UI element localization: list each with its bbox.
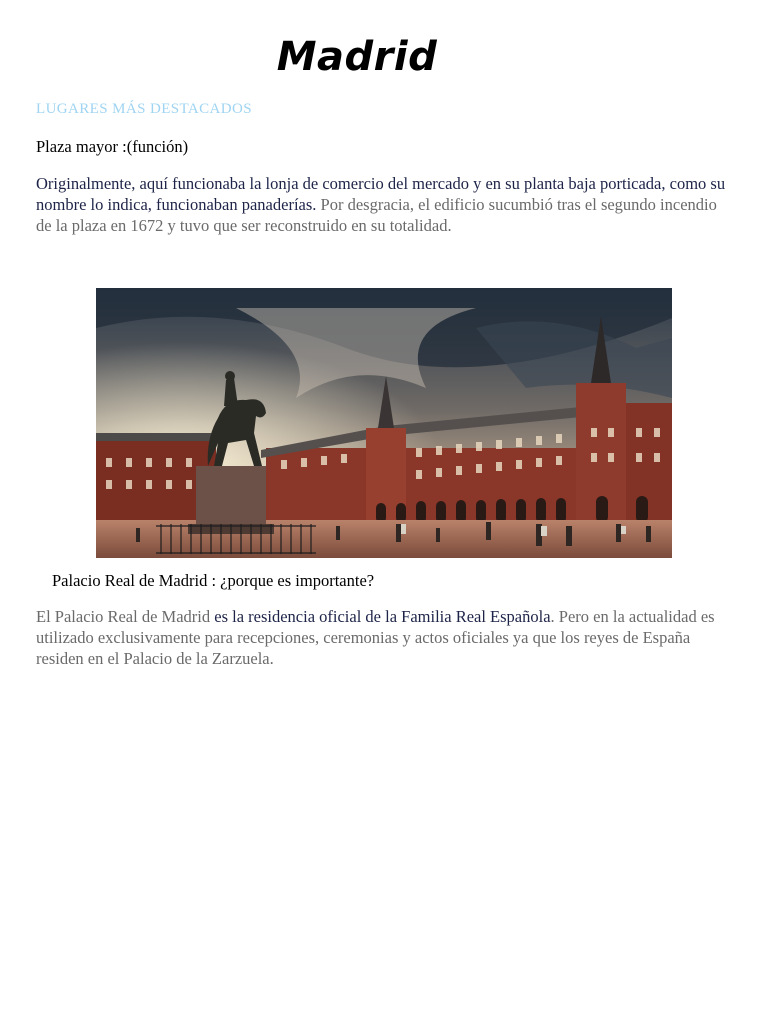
plaza-mayor-photo [96, 288, 672, 558]
palacio-real-label: Palacio Real de Madrid : ¿porque es importante? [52, 571, 375, 590]
palacio-real-start-text: El Palacio Real de Madrid [36, 607, 215, 626]
plaza-mayor-label: Plaza mayor :(función) [36, 137, 189, 156]
palacio-real-paragraph [36, 606, 736, 669]
plaza-mayor-paragraph [36, 173, 736, 236]
plaza-mayor-rest-text: Por desgracia, el edificio sucumbió tras el segundo incendio de la plaza en 1672 y tuvo que ser reconstruido en su totalidad. [36, 195, 717, 235]
palacio-real-rest-text: . Pero en la actualidad es utilizado exclusivamente para recepciones, ceremonias y actos oficiales ya que los reyes de España residen en el Palacio de la Zarzuela. [36, 607, 715, 668]
section-heading: LUGARES MÁS DESTACADOS [36, 101, 252, 117]
palacio-real-highlight-text: es la residencia oficial de la Familia Real Española [214, 607, 551, 626]
page-title: Madrid [276, 34, 438, 80]
plaza-mayor-highlight-text: Originalmente, aquí funcionaba la lonja de comercio del mercado y en su planta baja porticada, como su nombre lo indica, funcionaban panaderías. [36, 174, 726, 214]
